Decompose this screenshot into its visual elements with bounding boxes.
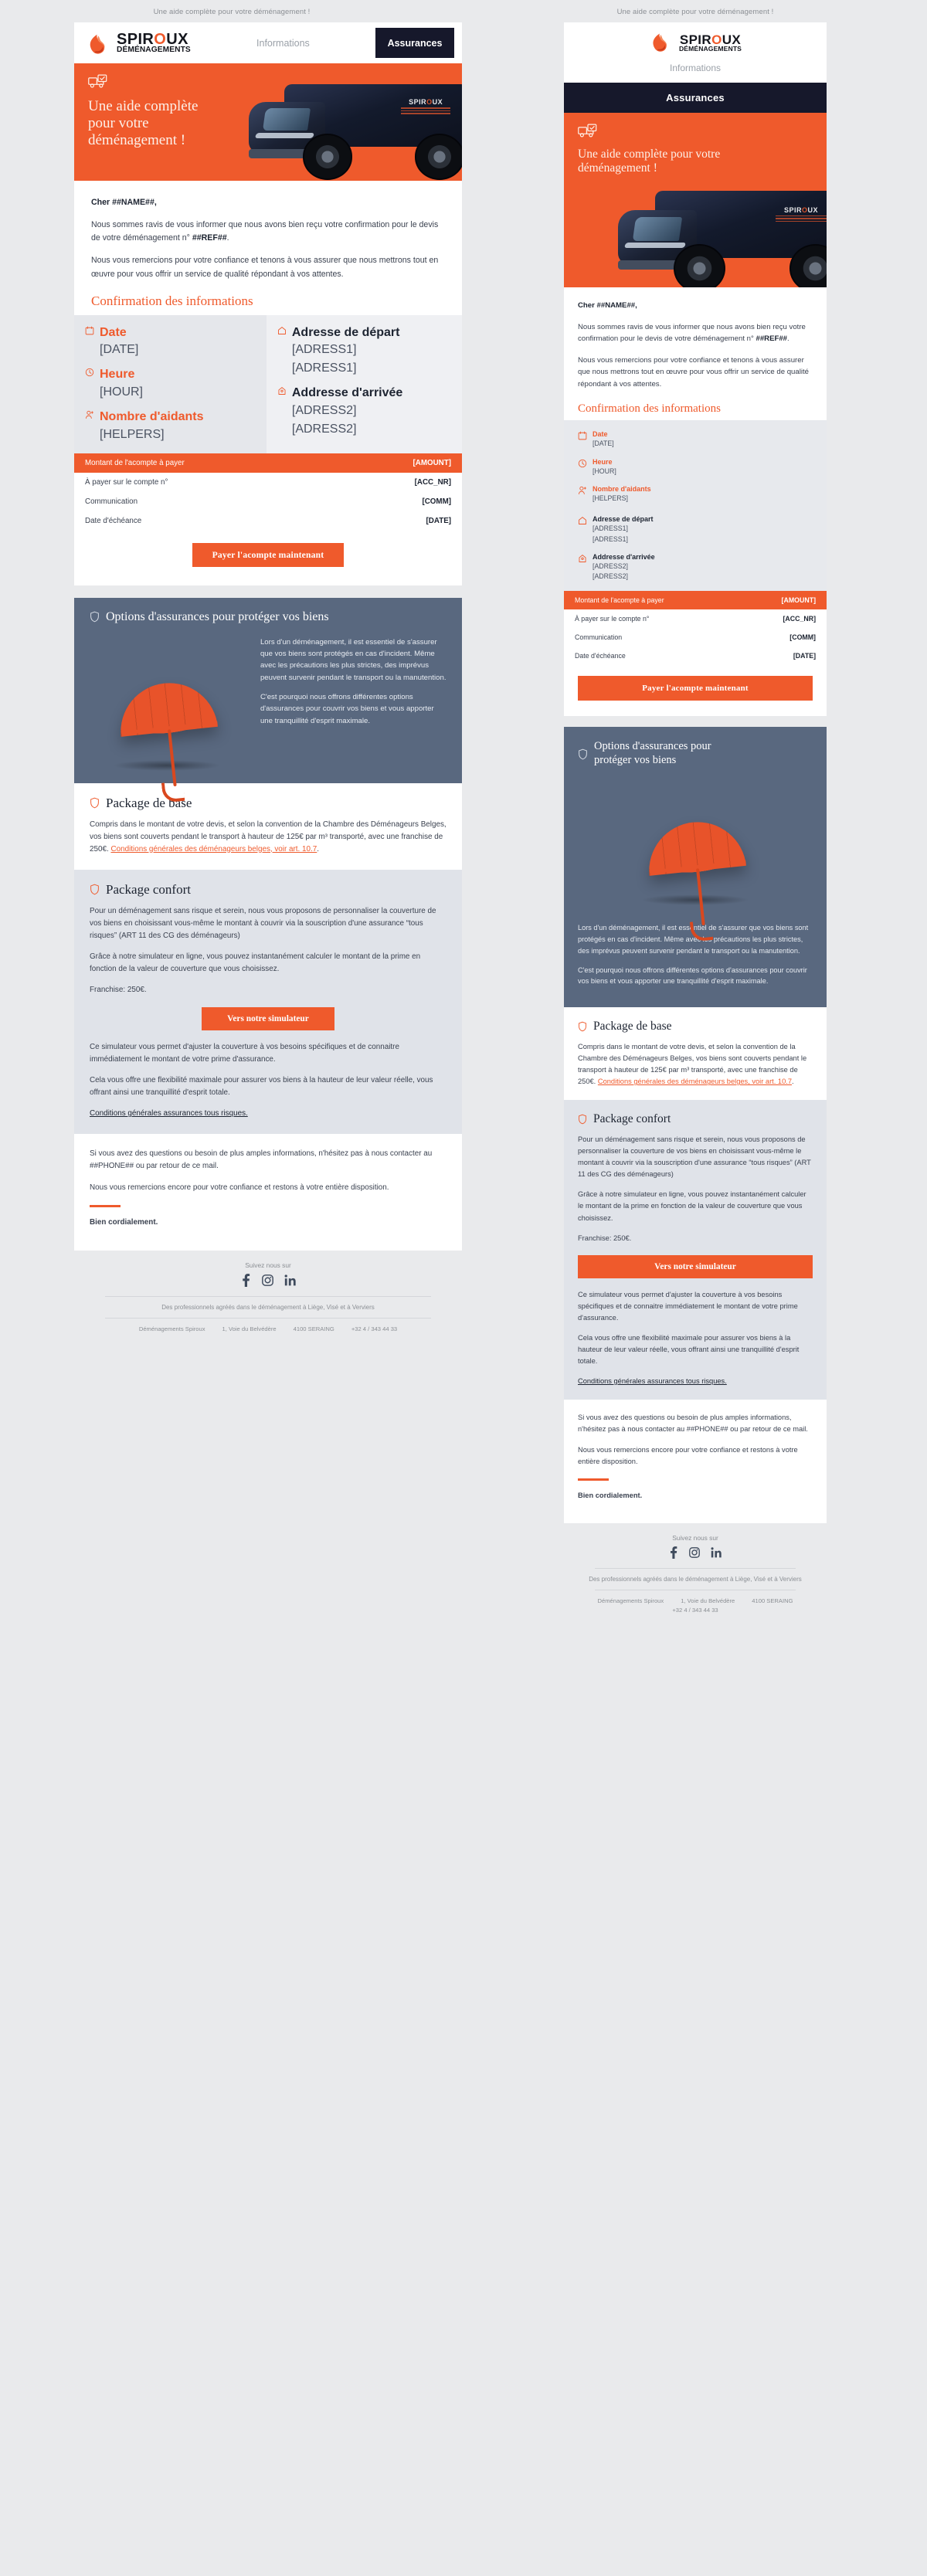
package-confort-title-row xyxy=(90,882,447,898)
preheader-text-mobile: Une aide complète pour votre déménagement ! xyxy=(616,8,774,16)
payment-row-account xyxy=(564,609,827,628)
hero-mobile-line-1: Une aide complète pour votre xyxy=(578,148,721,161)
confirmation-info-grid xyxy=(74,315,462,453)
package-base-title-row xyxy=(90,796,447,811)
package-confort-link[interactable]: Conditions générales assurances tous risques. xyxy=(578,1376,727,1385)
outro-paragraph-1: Si vous avez des questions ou besoin de plus amples informations, n'hésitez pas à nous contacter au ##PHONE## ou par retour de ce mail. xyxy=(90,1149,433,1171)
payment-value-communication: [COMM] xyxy=(422,497,451,506)
email-body-desktop xyxy=(74,181,462,315)
info-value-hour: [HOUR] xyxy=(100,385,143,399)
info-value-helpers: [HELPERS] xyxy=(100,427,165,441)
payment-label-duedate: Date d'échéance xyxy=(85,516,142,525)
spiroux-flame-icon xyxy=(87,31,111,56)
umbrella-photo xyxy=(564,775,827,918)
info-item-arrival xyxy=(277,385,451,439)
payment-label-communication: Communication xyxy=(575,633,623,642)
footer-address: 1, Voie du Belvédère xyxy=(681,1597,735,1604)
info-item-departure xyxy=(578,514,813,545)
payment-header-amount: [AMOUNT] xyxy=(781,596,816,605)
email-footer-mobile xyxy=(564,1523,827,1626)
simulator-button[interactable]: Vers notre simulateur xyxy=(202,1007,334,1030)
footer-phone-row xyxy=(572,1607,819,1614)
package-base-text xyxy=(90,819,447,856)
truck-check-icon xyxy=(578,124,598,138)
pay-deposit-button[interactable]: Payer l'acompte maintenant xyxy=(192,543,344,567)
pay-deposit-button[interactable]: Payer l'acompte maintenant xyxy=(578,676,813,701)
intro-paragraph-1 xyxy=(91,219,445,245)
package-confort-p1: Pour un déménagement sans risque et serein, nous vous proposons de personnaliser la couverture de vos biens en choisissant vous-même le montant à couvrir via la souscription d'une assurance “tous risques” (ART 11 des CG des déménageurs) xyxy=(90,906,436,940)
insurance-paragraph-1: Lors d'un déménagement, il est essentiel de s'assurer que vos biens sont protégés en cas d'incident. Même avec les précautions les plus strictes, des imprévus peuvent survenir pendant le transport ou la manutention. xyxy=(578,924,809,955)
package-base-title-row xyxy=(578,1020,813,1033)
logo-text-o: O xyxy=(711,32,722,47)
insurance-body xyxy=(74,632,462,783)
shield-icon xyxy=(90,611,100,623)
payment-label-duedate: Date d'échéance xyxy=(575,652,626,660)
shield-icon xyxy=(90,797,100,809)
calendar-icon xyxy=(578,431,587,440)
payment-header-row xyxy=(564,591,827,609)
info-label-departure: Adresse de départ xyxy=(291,325,400,339)
facebook-icon[interactable] xyxy=(669,1546,678,1559)
footer-city: 4100 SERAING xyxy=(293,1325,334,1332)
hero-line-3: déménagement ! xyxy=(88,132,186,149)
instagram-icon[interactable] xyxy=(262,1274,273,1286)
info-value-arrival-1: [ADRESS2] xyxy=(291,403,357,417)
clock-icon xyxy=(578,459,587,468)
confirmation-title: Confirmation des informations xyxy=(578,402,721,416)
payment-value-account: [ACC_NR] xyxy=(783,615,816,623)
info-value-arrival-1: [ADRESS2] xyxy=(593,562,628,570)
info-value-arrival-2: [ADRESS2] xyxy=(593,572,628,581)
truck-brand-b: UX xyxy=(432,98,443,107)
section-gap xyxy=(564,716,827,727)
shield-icon xyxy=(90,884,100,895)
person-plus-icon xyxy=(85,410,94,419)
package-base-text-a: Compris dans le montant de votre devis, et selon la convention de la Chambre des Déménageurs Belges, vos biens sont couverts pendant le transport à hauteur de 125€ par m³ transporté, avec une franchise de 250€. xyxy=(578,1043,807,1086)
outro-desktop xyxy=(74,1134,462,1251)
info-item-departure xyxy=(277,324,451,378)
payment-label-account: À payer sur le compte n° xyxy=(575,615,650,623)
insurance-title-l1: Options d'assurances pour xyxy=(594,740,711,753)
greeting-text: Cher ##NAME##, xyxy=(91,198,157,207)
logo-text-b: UX xyxy=(166,30,188,48)
footer-divider xyxy=(105,1318,431,1319)
footer-city: 4100 SERAING xyxy=(752,1597,793,1604)
payment-label-communication: Communication xyxy=(85,497,138,506)
package-confort-p3: Ce simulateur vous permet d'ajuster la couverture à vos besoins spécifiques et de connaitre immédiatement le montant de votre prime d'assurance. xyxy=(90,1042,399,1064)
info-label-departure: Adresse de départ xyxy=(593,515,654,524)
footer-contact-row xyxy=(572,1597,819,1604)
payment-header-row xyxy=(74,453,462,473)
package-confort-franchise: Franchise: 250€. xyxy=(578,1234,632,1242)
package-confort-p2: Grâce à notre simulateur en ligne, vous pouvez instantanément calculer le montant de la prime en fonction de la valeur de couverture que vous choisissez. xyxy=(90,952,421,973)
facebook-icon[interactable] xyxy=(241,1274,251,1287)
intro-p1-a: Nous sommes ravis de vous informer que nous avons bien reçu votre confirmation pour le devis de votre déménagement n° xyxy=(578,322,806,344)
package-base-link[interactable]: Conditions générales des déménageurs belges, voir art. 10.7 xyxy=(110,844,317,854)
package-base-text-b: . xyxy=(792,1078,794,1086)
logo-text-o: O xyxy=(154,30,167,48)
confirmation-left-column xyxy=(74,315,267,453)
payment-value-account: [ACC_NR] xyxy=(414,477,451,487)
package-base-text-a: Compris dans le montant de votre devis, et selon la convention de la Chambre des Déménageurs Belges, vos biens sont couverts pendant le transport à hauteur de 125€ par m³ transporté, avec une franchise de 250€. xyxy=(90,820,447,854)
hero-mobile-line-2: déménagement ! xyxy=(578,161,657,175)
info-value-departure-2: [ADRESS1] xyxy=(291,361,357,375)
insurance-title: Options d'assurances pour protéger vos biens xyxy=(106,609,329,623)
info-value-departure-1: [ADRESS1] xyxy=(593,524,628,533)
intro-p1-a: Nous sommes ravis de vous informer que nous avons bien reçu votre confirmation pour le devis de votre déménagement n° xyxy=(91,220,439,243)
package-confort-title: Package confort xyxy=(106,881,191,897)
payment-label-account: À payer sur le compte n° xyxy=(85,477,168,487)
info-value-departure-1: [ADRESS1] xyxy=(291,343,357,357)
home-icon xyxy=(578,516,587,525)
umbrella-photo xyxy=(74,632,260,783)
simulator-button[interactable]: Vers notre simulateur xyxy=(578,1255,813,1278)
package-confort-mobile xyxy=(564,1100,827,1400)
insurance-title-l2: protéger vos biens xyxy=(594,754,677,767)
section-gap xyxy=(74,585,462,598)
truck-brand-b: UX xyxy=(807,205,819,214)
intro-p1-b: . xyxy=(226,233,229,243)
payment-value-duedate: [DATE] xyxy=(426,516,451,525)
email-mobile xyxy=(564,22,827,1626)
payment-row-duedate xyxy=(74,511,462,531)
outro-paragraph-2: Nous vous remercions encore pour votre confiance et restons à votre entière disposition. xyxy=(578,1446,798,1466)
social-links xyxy=(572,1546,819,1559)
payment-header-label: Montant de l'acompte à payer xyxy=(575,596,664,605)
payment-row-duedate xyxy=(564,647,827,665)
intro-paragraph-1 xyxy=(578,321,813,345)
insurance-copy xyxy=(260,632,462,783)
package-confort-desktop xyxy=(74,870,462,1135)
home-pin-icon xyxy=(578,554,587,563)
divider-rule xyxy=(578,1478,609,1481)
email-header-mobile xyxy=(564,22,827,83)
hero-text xyxy=(74,63,462,149)
brand-wordmark xyxy=(117,32,191,54)
calendar-icon xyxy=(85,326,94,335)
shield-icon xyxy=(578,1021,587,1032)
email-header-desktop xyxy=(74,22,462,63)
package-base-text xyxy=(578,1041,813,1088)
info-item-hour xyxy=(85,366,256,402)
truck-brand-o: O xyxy=(426,98,433,107)
insurance-paragraph-2: C'est pourquoi nous offrons différentes options d'assurances pour couvrir vos biens et vous apporter une tranquillité d'esprit maximale. xyxy=(578,966,807,986)
signature-text: Bien cordialement. xyxy=(90,1217,158,1227)
insurance-panel-desktop xyxy=(74,598,462,783)
truck-brand-a: SPIR xyxy=(409,98,427,107)
truck-brand-o: O xyxy=(801,205,808,214)
clock-icon xyxy=(85,368,94,377)
info-label-arrival: Addresse d'arrivée xyxy=(291,386,403,400)
info-value-helpers: [HELPERS] xyxy=(593,494,628,502)
email-footer-desktop xyxy=(74,1251,462,1345)
truck-check-icon xyxy=(88,74,108,89)
payment-row-communication xyxy=(564,628,827,647)
home-pin-icon xyxy=(277,386,287,395)
linkedin-icon[interactable] xyxy=(284,1274,296,1286)
footer-divider xyxy=(105,1296,431,1297)
brand-wordmark xyxy=(679,33,742,53)
info-value-hour: [HOUR] xyxy=(593,467,616,475)
desktop-preview-column xyxy=(0,0,464,1345)
shield-icon xyxy=(578,1114,587,1125)
info-label-hour: Heure xyxy=(100,368,135,382)
hero-banner-desktop xyxy=(74,63,462,181)
package-base-title: Package de base xyxy=(593,1020,672,1033)
package-confort-p3: Ce simulateur vous permet d'ajuster la couverture à vos besoins spécifiques et de connaitre immédiatement le montant de votre prime d'assurance. xyxy=(578,1290,798,1322)
payment-row-account xyxy=(74,473,462,492)
confirmation-info-stacked xyxy=(564,420,827,591)
intro-paragraph-2: Nous vous remercions pour votre confiance et tenons à vous assurer que nous mettrons tout en œuvre pour vous offrir un service de qualité répondant à vos attentes. xyxy=(91,256,439,279)
outro-paragraph-2: Nous vous remercions encore pour votre confiance et restons à votre entière disposition. xyxy=(90,1183,389,1193)
package-base-link[interactable]: Conditions générales des déménageurs belges, voir art. 10.7 xyxy=(597,1078,793,1086)
insurance-title-row xyxy=(74,598,462,632)
footer-company: Déménagements Spiroux xyxy=(597,1597,664,1604)
insurance-title-row xyxy=(564,727,827,775)
payment-row-communication xyxy=(74,492,462,511)
insurance-paragraph-2: C'est pourquoi nous offrons différentes options d'assurances pour couvrir vos biens et vous apporter une tranquillité d'esprit maximale. xyxy=(260,692,434,725)
signature-text: Bien cordialement. xyxy=(578,1491,643,1499)
payment-section-desktop xyxy=(74,453,462,585)
follow-label: Suivez nous sur xyxy=(245,1261,291,1269)
info-label-date: Date xyxy=(593,430,608,439)
quote-reference: ##REF## xyxy=(192,233,227,243)
footer-phone: +32 4 / 343 44 33 xyxy=(351,1325,398,1332)
truck-brand-a: SPIR xyxy=(783,205,802,214)
brand-logo[interactable] xyxy=(564,30,827,55)
divider-rule xyxy=(90,1205,121,1207)
outro-mobile xyxy=(564,1400,827,1523)
hero-text xyxy=(564,113,827,175)
confirmation-right-column xyxy=(267,315,462,453)
intro-p1-b: . xyxy=(787,334,789,344)
logo-subtitle: DÉMÉNAGEMENTS xyxy=(678,44,742,53)
logo-subtitle: DÉMÉNAGEMENTS xyxy=(117,45,191,54)
outro-paragraph-1: Si vous avez des questions ou besoin de plus amples informations, n'hésitez pas à nous contacter au ##PHONE## ou par retour de ce mail. xyxy=(578,1413,808,1433)
linkedin-icon[interactable] xyxy=(711,1547,722,1558)
spiroux-flame-icon xyxy=(649,30,674,55)
quote-reference: ##REF## xyxy=(756,334,788,344)
intro-paragraph-2: Nous vous remercions pour votre confiance et tenons à vous assurer que nous mettrons tout en œuvre pour vous offrir un service de qualité répondant à vos attentes. xyxy=(578,355,809,389)
brand-logo[interactable] xyxy=(74,22,191,63)
info-value-departure-2: [ADRESS1] xyxy=(593,535,628,543)
info-item-date xyxy=(85,324,256,360)
payment-section-mobile xyxy=(564,591,827,716)
logo-text-a: SPIR xyxy=(679,32,712,47)
footer-tagline: Des professionnels agréés dans le déménagement à Liège, Visé et à Verviers xyxy=(589,1575,802,1583)
package-base-title: Package de base xyxy=(106,795,192,810)
payment-value-duedate: [DATE] xyxy=(793,652,816,660)
package-confort-p2: Grâce à notre simulateur en ligne, vous pouvez instantanément calculer le montant de la prime en fonction de la valeur de couverture que vous choisissez. xyxy=(578,1190,806,1222)
info-item-arrival xyxy=(578,552,813,582)
payment-header-label: Montant de l'acompte à payer xyxy=(85,458,185,467)
payment-value-communication: [COMM] xyxy=(789,633,816,642)
umbrella-illustration xyxy=(644,817,746,876)
footer-contact-row xyxy=(82,1325,454,1332)
package-base-desktop xyxy=(74,783,462,870)
person-plus-icon xyxy=(578,486,587,495)
nav-assurances[interactable]: Assurances xyxy=(375,28,454,58)
preheader-text: Une aide complète pour votre déménagement ! xyxy=(153,8,311,16)
info-item-hour xyxy=(578,457,813,477)
email-desktop xyxy=(74,22,462,1345)
nav-informations[interactable]: Informations xyxy=(256,37,310,49)
package-confort-p4: Cela vous offre une flexibilité maximale pour assurer vos biens à la hauteur de leur valeur réelle, vous offrant ainsi une tranquillité d'esprit totale. xyxy=(90,1076,433,1098)
info-item-helpers xyxy=(85,409,256,444)
umbrella-illustration xyxy=(117,678,219,737)
email-body-mobile xyxy=(564,287,827,420)
info-item-date xyxy=(578,429,813,449)
logo-text-b: UX xyxy=(722,32,742,47)
footer-company: Déménagements Spiroux xyxy=(138,1325,205,1332)
footer-tagline: Des professionnels agréés dans le déménagement à Liège, Visé et à Verviers xyxy=(161,1303,375,1311)
footer-phone: +32 4 / 343 44 33 xyxy=(672,1606,718,1614)
info-label-hour: Heure xyxy=(593,457,613,466)
info-value-date: [DATE] xyxy=(100,343,139,357)
shield-icon xyxy=(578,748,588,760)
package-base-mobile xyxy=(564,1007,827,1100)
info-label-helpers: Nombre d'aidants xyxy=(100,409,204,423)
hero-line-2: pour votre xyxy=(88,115,149,132)
package-base-text-b: . xyxy=(317,844,320,854)
greeting-text: Cher ##NAME##, xyxy=(578,301,637,310)
logo-text-a: SPIR xyxy=(117,30,154,48)
info-label-helpers: Nombre d'aidants xyxy=(593,484,651,493)
moving-truck-photo xyxy=(618,182,827,287)
mobile-preview-column xyxy=(464,0,927,1626)
footer-divider xyxy=(595,1568,796,1569)
package-confort-title: Package confort xyxy=(593,1112,671,1126)
hero-banner-mobile xyxy=(564,113,827,287)
home-icon xyxy=(277,326,287,335)
nav-informations[interactable]: Informations xyxy=(669,63,722,73)
info-item-helpers xyxy=(578,484,813,504)
insurance-panel-mobile xyxy=(564,727,827,1007)
package-confort-p4: Cela vous offre une flexibilité maximale pour assurer vos biens à la hauteur de leur valeur réelle, vous offrant ainsi une tranquillité d'esprit totale. xyxy=(578,1333,800,1365)
payment-header-amount: [AMOUNT] xyxy=(413,458,451,467)
info-label-date: Date xyxy=(100,325,127,339)
info-label-arrival: Addresse d'arrivée xyxy=(593,552,655,561)
social-links xyxy=(82,1274,454,1287)
confirmation-title: Confirmation des informations xyxy=(91,293,253,308)
package-confort-p1: Pour un déménagement sans risque et serein, nous vous proposons de personnaliser la couverture de vos biens en choisissant vous-même le montant à couvrir via la souscription d'une assurance “tous risques” (ART 11 des CG des déménageurs) xyxy=(578,1135,811,1179)
package-confort-title-row xyxy=(578,1112,813,1126)
info-value-date: [DATE] xyxy=(593,440,614,448)
follow-label: Suivez nous sur xyxy=(672,1533,718,1542)
instagram-icon[interactable] xyxy=(689,1547,700,1558)
insurance-paragraph-1: Lors d'un déménagement, il est essentiel de s'assurer que vos biens sont protégés en cas d'incident. Même avec les précautions les plus strictes, des imprévus peuvent survenir pendant le transport ou la manutention. xyxy=(260,637,447,682)
hero-line-1: Une aide complète xyxy=(88,98,199,114)
package-confort-franchise: Franchise: 250€. xyxy=(90,985,147,994)
footer-address: 1, Voie du Belvédère xyxy=(222,1325,277,1332)
package-confort-link[interactable]: Conditions générales assurances tous risques. xyxy=(90,1109,248,1118)
nav-assurances[interactable]: Assurances xyxy=(564,83,827,113)
info-value-arrival-2: [ADRESS2] xyxy=(291,422,357,436)
